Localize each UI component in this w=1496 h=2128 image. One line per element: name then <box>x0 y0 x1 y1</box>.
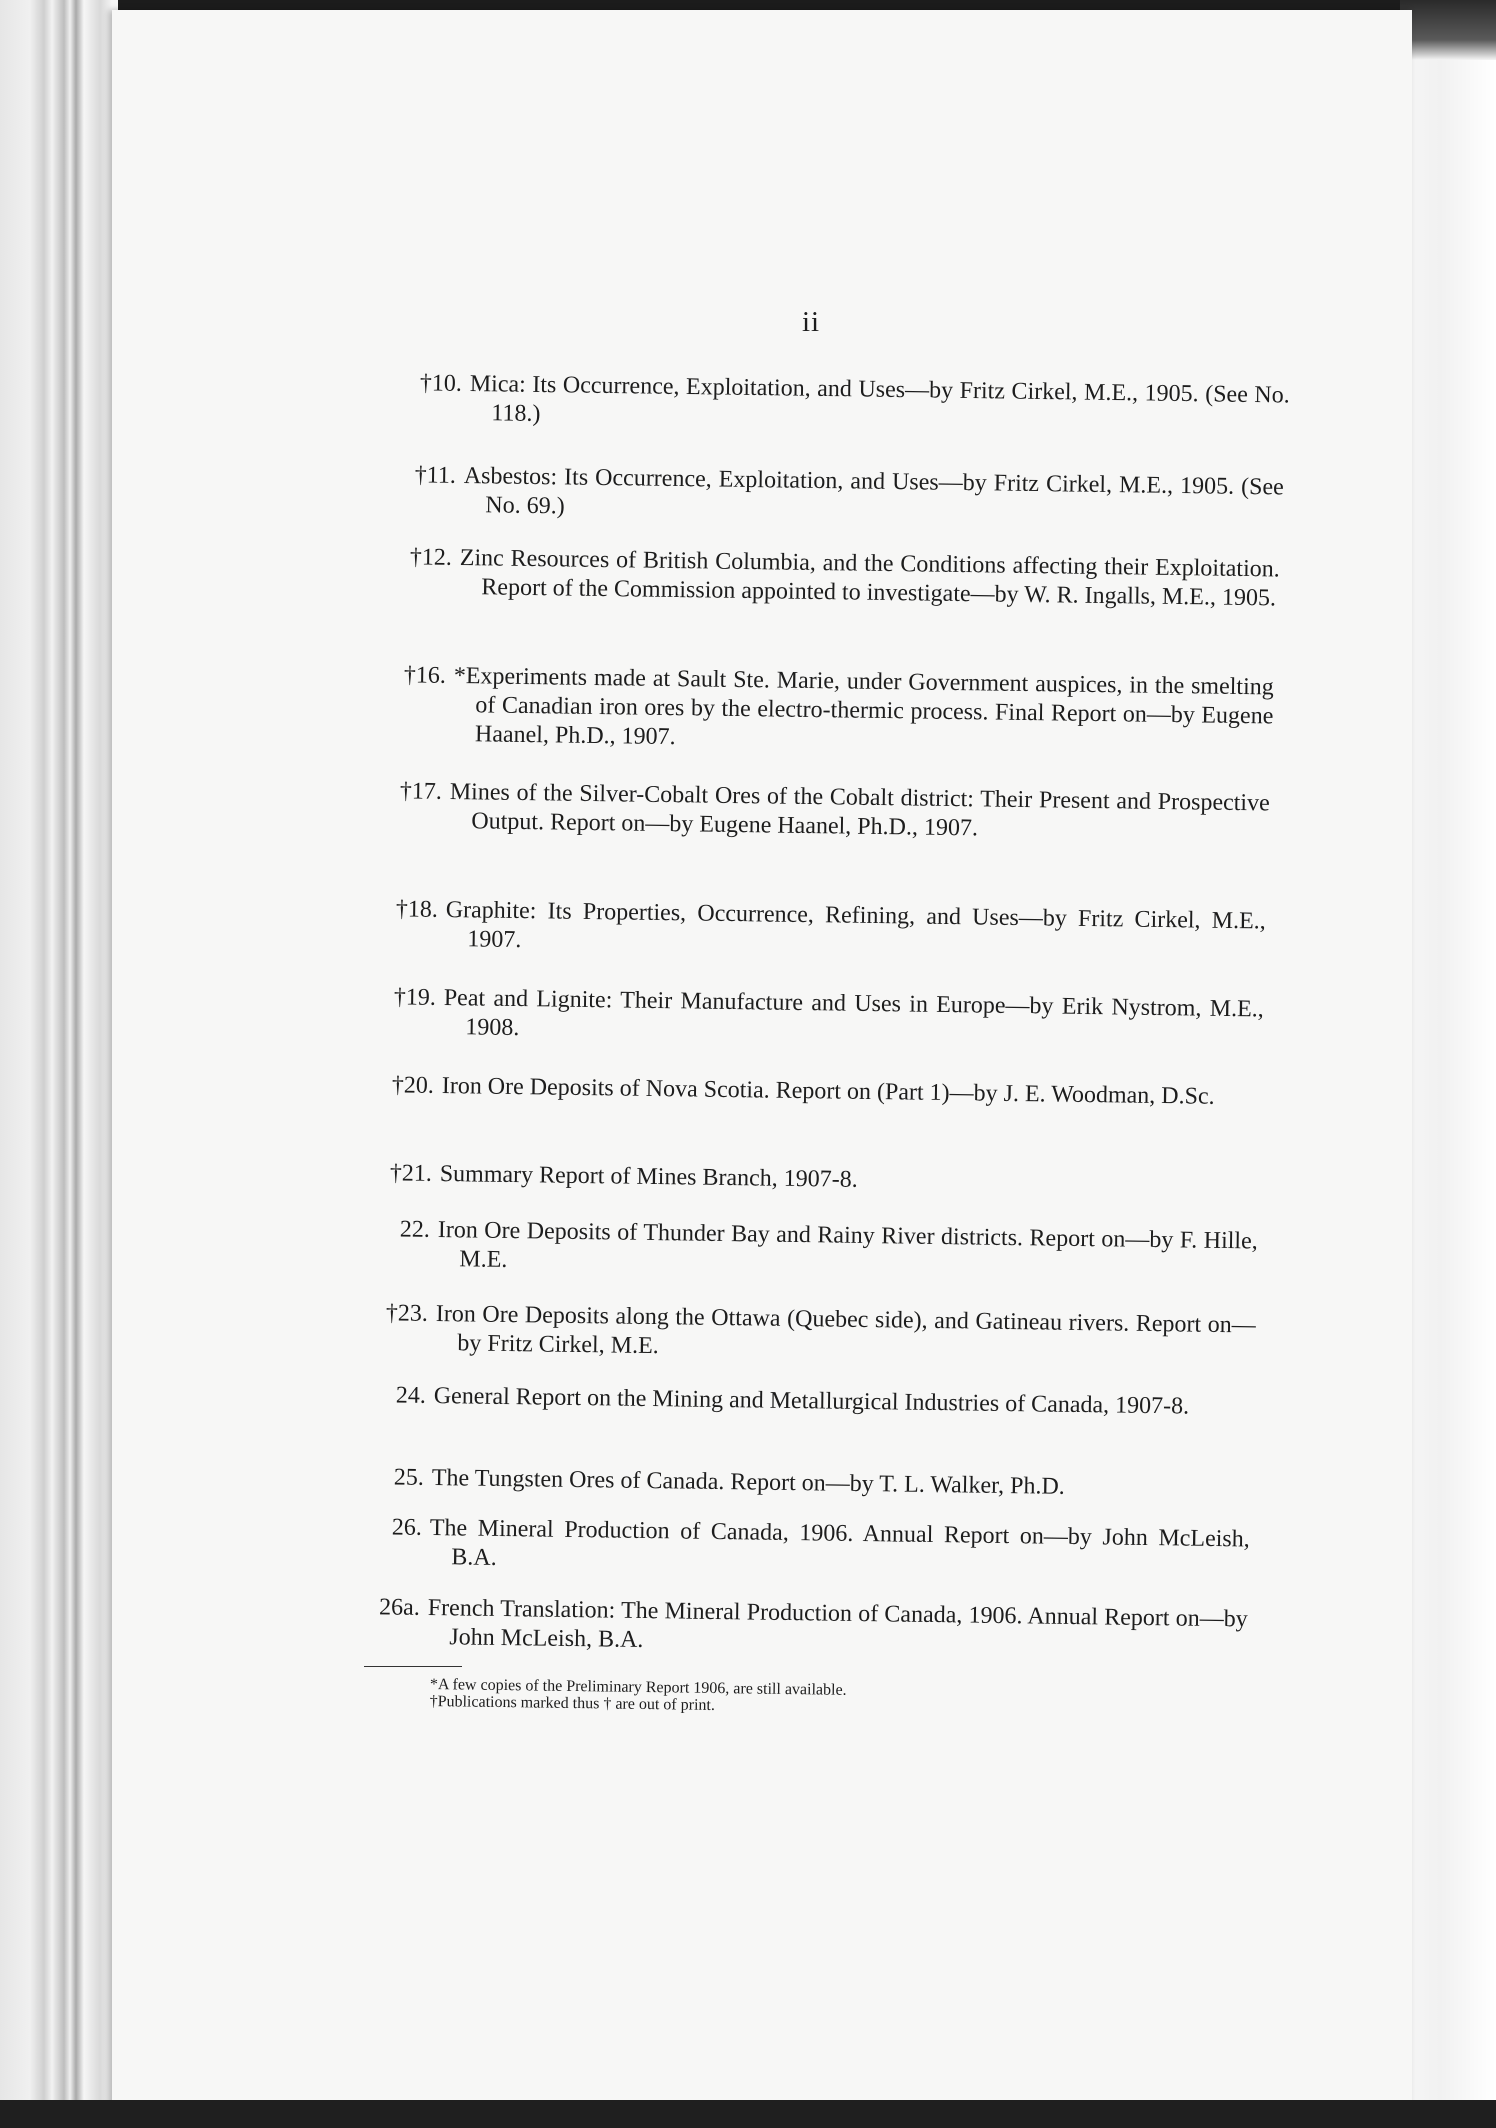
entry-text: French Translation: The Mineral Production of Canada, 1906. Annual Report on—by John McLeish, B.A. <box>427 1594 1248 1654</box>
scan-bottom-edge <box>0 2100 1496 2128</box>
entry-number: 22. <box>399 1216 430 1243</box>
entry-text: Iron Ore Deposits of Thunder Bay and Rainy River districts. Report on—by F. Hille, M.E. <box>437 1216 1258 1273</box>
entry-number: 25. <box>393 1464 424 1491</box>
entry-number: †11. <box>414 462 456 489</box>
entry-text: Graphite: Its Properties, Occurrence, Refining, and Uses—by Fritz Cirkel, M.E., 1907. <box>445 896 1266 954</box>
entry-number: †21. <box>389 1160 432 1187</box>
publication-entry <box>399 778 1270 847</box>
publication-entry <box>389 1160 1260 1200</box>
book-page-edges <box>0 0 118 2128</box>
publication-entry <box>409 544 1280 613</box>
entry-text: *Experiments made at Sault Ste. Marie, under Government auspices, in the smelting of Canadian iron ores by the electro-thermic process. Final Report on—by Eugene Haanel, Ph.D., 1907. <box>453 662 1274 751</box>
entry-text: Asbestos: Its Occurrence, Exploitation, and Uses—by Fritz Cirkel, M.E., 1905. (See No. 69.) <box>463 462 1284 520</box>
book-page <box>112 10 1412 2128</box>
footnote: *A few copies of the Preliminary Report 1906, are still available. <box>429 1676 847 1699</box>
publication-entry <box>403 662 1274 760</box>
entry-number: †10. <box>419 370 462 397</box>
entry-number: †20. <box>391 1072 434 1099</box>
publication-entry <box>378 1594 1248 1663</box>
entry-number: 26a. <box>378 1594 420 1621</box>
publication-entry <box>414 462 1284 531</box>
entry-number: 24. <box>395 1382 426 1409</box>
entry-text: The Tungsten Ores of Canada. Report on—by T. L. Walker, Ph.D. <box>431 1464 1065 1500</box>
publication-entry <box>391 1072 1262 1112</box>
footnotes <box>430 1676 1130 1720</box>
entry-text: Summary Report of Mines Branch, 1907-8. <box>439 1160 858 1193</box>
entry-number: †18. <box>395 896 438 923</box>
entry-text: Iron Ore Deposits along the Ottawa (Quebec side), and Gatineau rivers. Report on—by Fritz Cirkel, M.E. <box>435 1300 1256 1360</box>
entry-number: 26. <box>391 1514 422 1541</box>
entry-number: †12. <box>409 544 452 571</box>
entry-number: †16. <box>403 662 446 689</box>
publication-entry <box>395 1382 1254 1422</box>
publication-entry <box>393 984 1264 1053</box>
publication-entry <box>395 896 1266 965</box>
entry-text: General Report on the Mining and Metallurgical Industries of Canada, 1907-8. <box>433 1382 1190 1420</box>
entry-number: †23. <box>385 1300 428 1327</box>
publication-entry <box>391 1514 1250 1583</box>
entry-text: Zinc Resources of British Columbia, and the Conditions affecting their Exploitation. Report of the Commission appointed to investigate—by W. R. Ingalls, M.E., 1905. <box>459 544 1280 612</box>
right-margin-background <box>1400 0 1496 2128</box>
page-content <box>112 10 1412 2128</box>
publication-entry <box>419 370 1290 439</box>
footnote-rule <box>364 1666 462 1667</box>
entry-number: †19. <box>393 984 436 1011</box>
entry-text: Iron Ore Deposits of Nova Scotia. Report on (Part 1)—by J. E. Woodman, D.Sc. <box>441 1072 1215 1110</box>
entry-number: †17. <box>399 778 442 805</box>
entry-text: Peat and Lignite: Their Manufacture and Uses in Europe—by Erik Nystrom, M.E., 1908. <box>443 984 1264 1042</box>
page-number: ii <box>802 306 821 338</box>
entry-text: Mines of the Silver-Cobalt Ores of the Cobalt district: Their Present and Prospective Output. Report on—by Eugene Haanel, Ph.D., 1907. <box>449 778 1270 842</box>
publication-entry <box>385 1300 1256 1369</box>
footnote: †Publications marked thus † are out of print. <box>429 1692 716 1714</box>
publication-entry <box>393 1464 1252 1504</box>
entry-text: The Mineral Production of Canada, 1906. Annual Report on—by John McLeish, B.A. <box>429 1514 1250 1571</box>
corner-shadow <box>1400 0 1496 60</box>
publication-entry <box>399 1216 1258 1285</box>
entry-text: Mica: Its Occurrence, Exploitation, and Uses—by Fritz Cirkel, M.E., 1905. (See No. 118.) <box>469 370 1290 427</box>
